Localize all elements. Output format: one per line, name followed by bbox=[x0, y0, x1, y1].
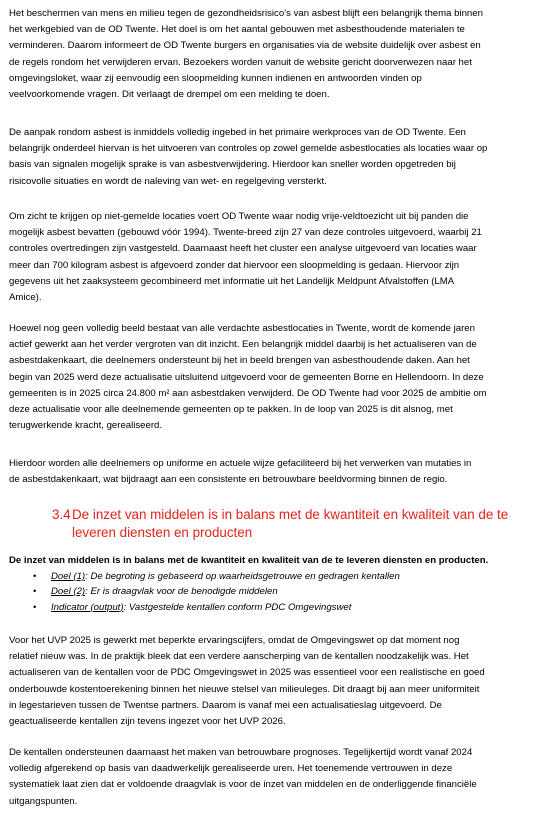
text-line: systematiek laat zien dat er voldoende draagvlak is voor de inzet van middelen en de onderliggende financiële bbox=[9, 779, 477, 791]
section-number: 3.4 bbox=[52, 507, 71, 522]
paragraph-vrije-veldtoezicht bbox=[9, 209, 549, 306]
text-line: uitgangspunten. bbox=[9, 795, 78, 807]
text-line: in legestarieven tussen de Twentse partners. Daarom is vanaf mei een actualisatieslag uitgevoerd. De bbox=[9, 699, 442, 711]
text-line: gegevens uit het zaaksysteem gecombineerd met informatie uit het Landelijk Meldpunt Afvalstoffen (LMA bbox=[9, 275, 455, 287]
text-line: geactualiseerde kentallen zijn tevens ingezet voor het UVP 2026. bbox=[9, 716, 286, 728]
text-line: de asbestdakenkaart, wat bijdraagt aan een consistente en betrouwbare beeldvorming binnen de regio. bbox=[9, 474, 448, 486]
text-line: onderbouwde kostentoerekening binnen het nieuwe stelsel van milieuleges. Dit draagt bij aan meer uniformiteit bbox=[9, 683, 480, 695]
bold-subtitle: De inzet van middelen is in balans met de kwantiteit en kwaliteit van de te leveren diensten en producten. bbox=[9, 555, 489, 566]
text-line: controles overtredingen zijn vastgesteld. Daarnaast heeft het cluster een analyse uitgevoerd van locaties waar bbox=[9, 243, 477, 255]
text-line: Amice). bbox=[9, 292, 42, 304]
paragraph-asbestdakenkaart bbox=[9, 321, 549, 434]
text-line: Voor het UVP 2025 is gewerkt met beperkte ervaringscijfers, omdat de Omgevingswet op dat moment nog bbox=[9, 635, 460, 646]
text-line: mogelijk asbest bevatten (gebouwd vóór 1994). Twente-breed zijn 27 van deze controles uitgevoerd, waarbij 21 bbox=[9, 227, 482, 239]
text-line: begin van 2025 werd deze actualisatie uitsluitend uitgevoerd voor de gemeenten Borne en Hellendoorn. In deze bbox=[9, 371, 484, 383]
text-line: basis van signalen mogelijk sprake is van asbestverwijdering. Hierdoor kan sneller worden opgetreden bij bbox=[9, 159, 456, 171]
text-line: gemeenten is in 2025 circa 24.800 m² aan asbestdaken verwijderd. De OD Twente had voor 2025 de ambitie om bbox=[9, 387, 487, 399]
bullet-text: : De begroting is gebaseerd op waarheidsgetrouwe en gedragen kentallen bbox=[85, 571, 400, 582]
text-line: Hierdoor worden alle deelnemers op uniforme en actuele wijze gefaciliteerd bij het verwerken van mutaties in bbox=[9, 458, 472, 469]
bullet-text: : Vastgestelde kentallen conform PDC Omgevingswet bbox=[123, 601, 352, 613]
text-line: actualiseren van de kentallen voor de PDC Omgevingswet in 2025 was essentieel voor een realistische en goed bbox=[9, 667, 485, 679]
text-line: De kentallen ondersteunen daarnaast het maken van betrouwbare prognoses. Tegelijkertijd wordt vanaf 2024 bbox=[9, 747, 473, 758]
section-heading bbox=[52, 506, 552, 542]
text-line: volledig afgerekend op basis van daadwerkelijk gerealiseerde uren. Het toenemende vertrouwen in deze bbox=[9, 763, 453, 775]
list-item bbox=[33, 569, 400, 584]
bullet-label: Indicator (output) bbox=[51, 601, 124, 613]
paragraph-asbest-aanpak bbox=[9, 125, 549, 190]
text-line: actief gewerkt aan het verder vergroten van dit inzicht. Een belangrijk middel daarbij is het actualiseren van de bbox=[9, 339, 477, 351]
section-title-line2: leveren diensten en producten bbox=[72, 525, 253, 540]
text-line: Om zicht te krijgen op niet-gemelde locaties voert OD Twente waar nodig vrije-veldtoezicht uit bij panden die bbox=[9, 211, 469, 222]
text-line: Hoewel nog geen volledig beeld bestaat van alle verdachte asbestlocaties in Twente, wordt de komende jaren bbox=[9, 323, 475, 334]
bullet-icon: • bbox=[33, 571, 37, 582]
text-line: terugwerkende kracht, gerealiseerd. bbox=[9, 420, 163, 432]
section-title-line1: De inzet van middelen is in balans met de kwantiteit en kwaliteit van de te bbox=[72, 507, 509, 522]
bullet-text: : Er is draagvlak voor de benodigde middelen bbox=[85, 586, 278, 598]
text-line: meer dan 700 kilogram asbest is afgevoerd zonder dat hiervoor een sloopmelding is gedaan. Hiervoor zijn bbox=[9, 259, 460, 271]
text-line: verminderen. Daarom informeert de OD Twente burgers en organisaties via de website duidelijk over asbest en bbox=[9, 40, 481, 52]
paragraph-deelnemers-gefaciliteerd bbox=[9, 456, 549, 488]
text-line: asbestdakenkaart, die deelnemers ondersteunt bij het in beeld brengen van asbesthoudende daken. Aan het bbox=[9, 355, 470, 367]
text-line: het werkgebied van de OD Twente. Het doel is om het aantal gebouwen met asbesthoudende materialen te bbox=[9, 24, 465, 36]
list-item bbox=[33, 584, 400, 599]
text-line: veelvoorkomende vragen. Dit verlaagt de drempel om een melding te doen. bbox=[9, 89, 330, 101]
text-line: deze actualisatie voor alle deelnemende gemeenten op te pakken. In de loop van 2025 is dit alsnog, met bbox=[9, 404, 453, 416]
text-line: de regels rondom het verwijderen ervan. Bezoekers worden vanuit de website gericht doorverwezen naar het bbox=[9, 56, 472, 68]
paragraph-uvp-kentallen bbox=[9, 633, 549, 730]
text-line: De aanpak rondom asbest is inmiddels volledig ingebed in het primaire werkproces van de OD Twente. Een bbox=[9, 127, 466, 138]
list-item bbox=[33, 600, 400, 615]
bullet-label: Doel (1) bbox=[51, 571, 86, 582]
bullet-icon: • bbox=[33, 586, 37, 598]
text-line: Het beschermen van mens en milieu tegen de gezondheidsrisico’s van asbest blijft een belangrijk thema binnen bbox=[9, 8, 483, 19]
goals-list bbox=[33, 569, 400, 615]
text-line: relatief nieuw was. In de praktijk bleek dat een verdere aanscherping van de kentallen noodzakelijk was. Het bbox=[9, 651, 469, 663]
text-line: risicovolle situaties en wordt de naleving van wet- en regelgeving versterkt. bbox=[9, 175, 327, 187]
text-line: omgevingsloket, waar zij eenvoudig een sloopmelding kunnen indienen en antwoorden vinden op bbox=[9, 72, 422, 84]
text-line: belangrijk onderdeel hiervan is het uitvoeren van controles op zowel gemelde asbestlocaties als locaties waar op bbox=[9, 143, 488, 155]
paragraph-prognoses bbox=[9, 745, 549, 810]
paragraph-asbest-intro bbox=[9, 6, 549, 103]
bullet-label: Doel (2) bbox=[51, 586, 86, 598]
bullet-icon: • bbox=[33, 601, 37, 613]
